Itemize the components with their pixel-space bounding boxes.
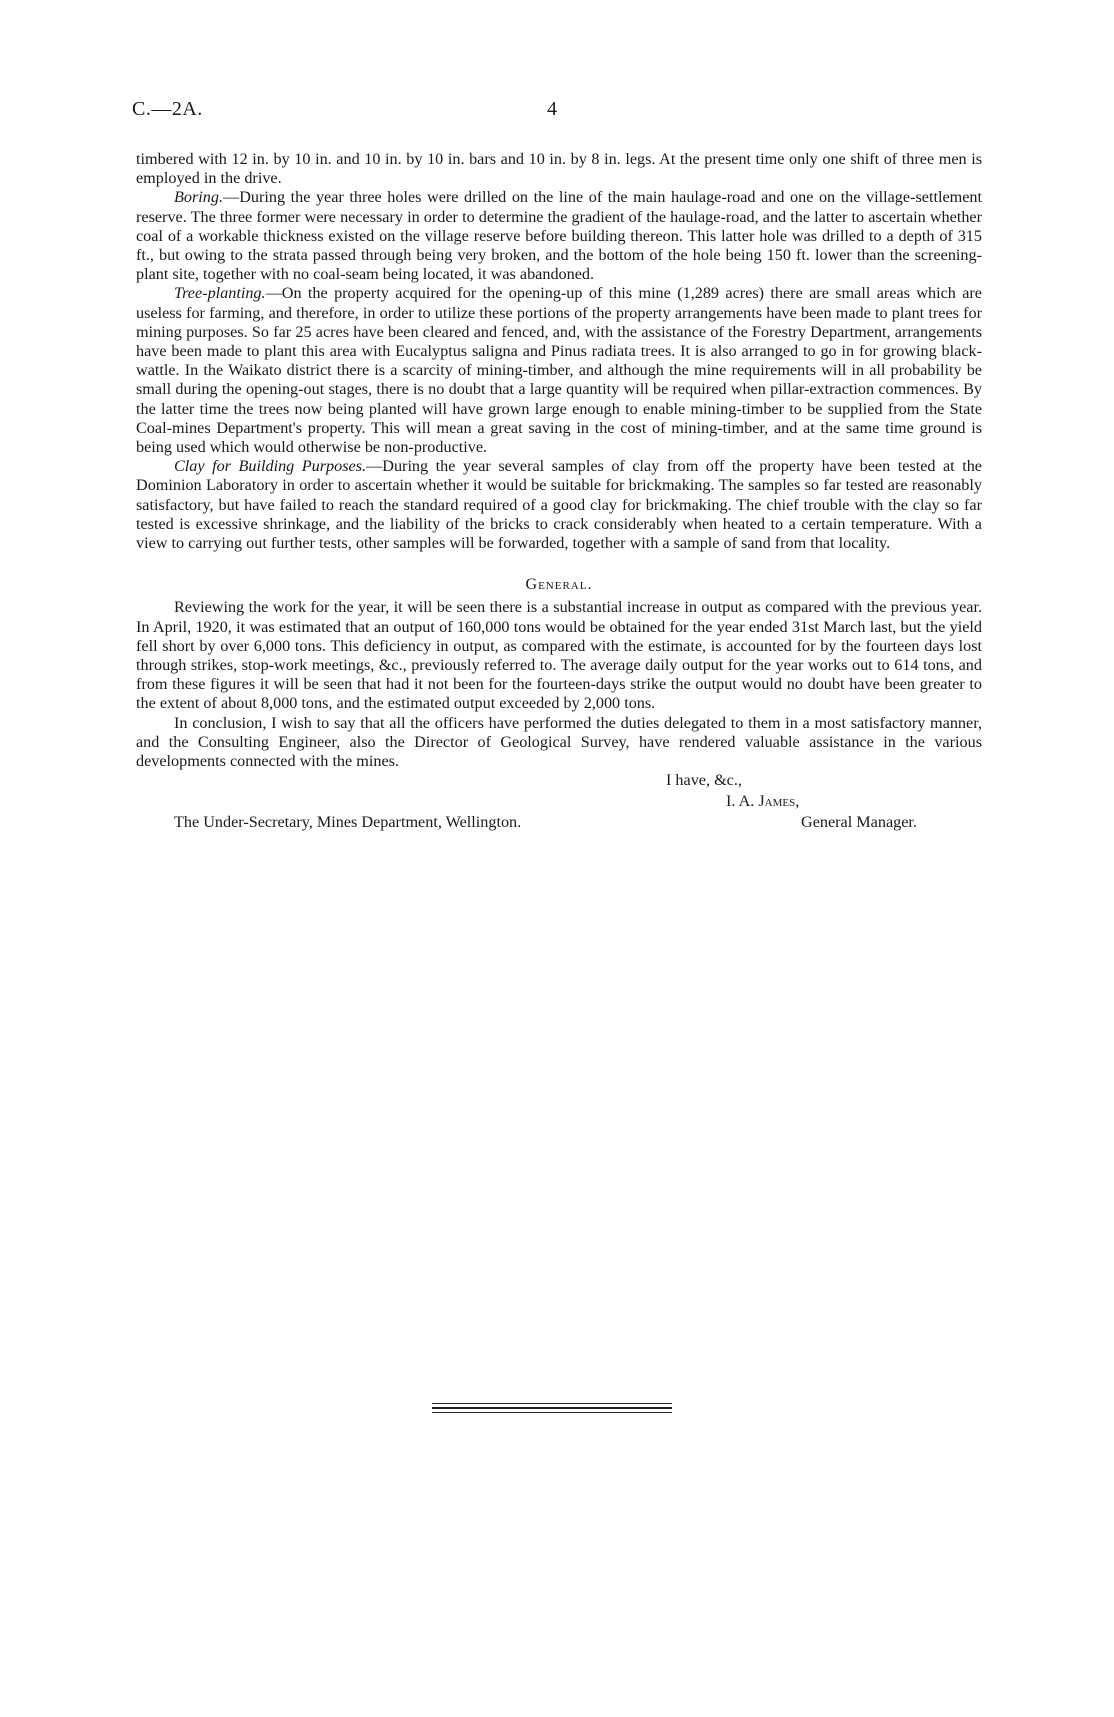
report-body [136, 150, 982, 835]
paragraph-text: —During the year several samples of clay from off the property have been tested at the Dominion Laboratory in order to ascertain whether it would be suitable for brickmaking. The samples so far tested are reasonably satisfactory, but have failed to reach the standard required of a good clay for brickmaking. The chief trouble with the clay so far tested is excessive shrinkage, and the liability of the bricks to crack considerably when heated to a certain temperature. With a view to carrying out further tests, other samples will be forwarded, together with a sample of sand from that locality. [136, 457, 982, 553]
paragraph-text: Reviewing the work for the year, it will be seen there is a substantial increase in output as compared with the previous year. In April, 1920, it was estimated that an output of 160,000 tons would be obtained for the year ended 31st March last, but the yield fell short by over 6,000 tons. This deficiency in output, as compared with the estimate, is accounted for by the fourteen days lost through strikes, stop-work meetings, &c., previously referred to. The average daily output for the year works out to 614 tons, and from these figures it will be seen that had it not been for the fourteen-days strike the output would no doubt have been greater to the extent of about 8,000 tons, and the estimated output exceeded by 2,000 tons. [136, 598, 982, 713]
paragraph-clay [136, 457, 982, 553]
paragraph-tree-planting [136, 284, 982, 457]
closing-rule-bottom [432, 1412, 672, 1413]
paragraph-lead: Boring. [174, 188, 224, 207]
page-header [132, 98, 982, 128]
section-heading-general: General. [525, 576, 593, 594]
paragraph-text: In conclusion, I wish to say that all the officers have performed the duties delegated to them in a most satisfactory manner, and the Consulting Engineer, also the Director of Geological Survey, have rendered valuable assistance in the various developments connected with the mines. [136, 713, 982, 771]
closing-rule-top [432, 1403, 672, 1404]
signer-title: General Manager. [801, 813, 917, 832]
paragraph-text: —On the property acquired for the opening-up of this mine (1,289 acres) there are small areas which are useless for farming, and therefore, in order to utilize these portions of the property arrangements have been made to plant trees for mining purposes. So far 25 acres have been cleared and fenced, and, with the assistance of the Forestry Department, arrangements have been made to plant this area with Eucalyptus saligna and Pinus radiata trees. It is also arranged to go in for growing black-wattle. In the Waikato district there is a scarcity of mining-timber, and although the mine requirements will in all probability be small during the opening-out stages, there is no doubt that a large quantity will be required when pillar-extraction commences. By the latter time the trees now being planted will have grown large enough to enable mining-timber to be supplied from the State Coal-mines Department's property. This will mean a great saving in the cost of mining-timber, and at the same time ground is being used which would otherwise be non-productive. [136, 284, 982, 457]
page-number: 4 [547, 98, 557, 120]
paragraph-drive-timbering [136, 150, 982, 188]
paragraph-lead: Clay for Building Purposes. [174, 457, 367, 476]
paragraph-boring [136, 188, 982, 284]
paragraph-text: timbered with 12 in. by 10 in. and 10 in. by 10 in. bars and 10 in. by 8 in. legs. At the present time only one shift of three men is employed in the drive. [136, 150, 982, 188]
signer-name: I. A. James, [726, 792, 800, 811]
paragraph-conclusion [136, 714, 982, 772]
paragraph-lead: Tree-planting. [174, 284, 266, 303]
letter-closing [136, 771, 982, 835]
paragraph-review [136, 598, 982, 713]
closing-rule-middle [432, 1407, 672, 1409]
document-code: C.—2A. [132, 98, 203, 120]
paragraph-text: —During the year three holes were drilled on the line of the main haulage-road and one on the village-settlement reserve. The three former were necessary in order to determine the gradient of the haulage-road, and the latter to ascertain whether coal of a workable thickness existed on the village reserve before building thereon. This latter hole was drilled to a depth of 315 ft., but owing to the strata passed through being very broken, and the bottom of the hole being 150 ft. lower than the screening-plant site, together with no coal-seam being located, it was abandoned. [136, 188, 982, 284]
addressee: The Under-Secretary, Mines Department, Wellington. [174, 813, 522, 832]
salutation: I have, &c., [666, 771, 742, 790]
